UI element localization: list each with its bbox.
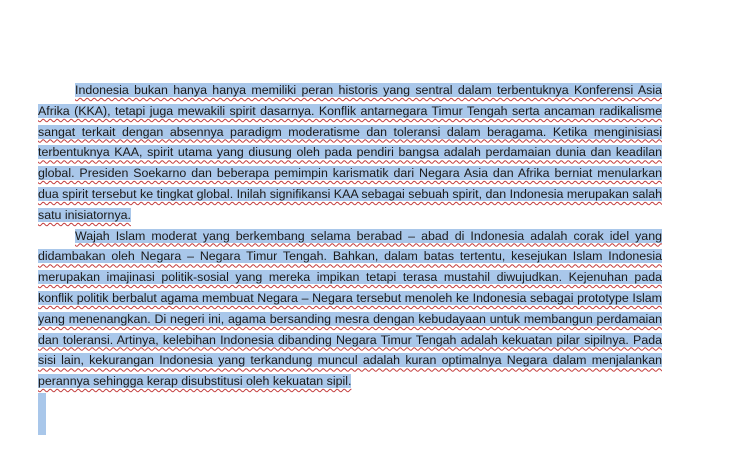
- document-body[interactable]: [38, 80, 662, 435]
- empty-paragraph-selection[interactable]: [38, 393, 46, 435]
- paragraph-1-text[interactable]: Indonesia bukan hanya hanya memiliki peran historis yang sentral dalam terbentuknya Konferensi Asia Afrika (KKA), tetapi juga mewakili spirit dasarnya. Konflik antarnegara Timur Tengah serta ancaman radikalisme sangat terkait dengan absennya paradigm moderatisme dan toleransi dalam beragama. Ketika menginisiasi terbentuknya KAA, spirit utama yang diusung oleh pada pendiri bangsa adalah perdamaian dunia dan keadilan global. Presiden Soekarno dan beberapa pemimpin karismatik dari Negara Asia dan Afrika berniat menularkan dua spirit tersebut ke tingkat global. Inilah signifikansi KAA sebagai sebuah spirit, dan Indonesia merupakan salah satu inisiatornya.: [38, 83, 662, 222]
- paragraph-2-text[interactable]: Wajah Islam moderat yang berkembang selama berabad – abad di Indonesia adalah corak idel yang didambakan oleh Negara – Negara Timur Tengah. Bahkan, dalam batas tertentu, kesejukan Islam Indonesia merupakan imajinasi politik-sosial yang mereka impikan tetapi terasa mustahil diwujudkan. Kejenuhan pada konflik politik berbalut agama membuat Negara – Negara tersebut menoleh ke Indonesia sebagai prototype Islam yang menenangkan. Di negeri ini, agama bersanding mesra dengan kebudayaan untuk membangun perdamaian dan toleransi. Artinya, kelebihan Indonesia dibanding Negara Timur Tengah adalah kekuatan pilar sipilnya. Pada sisi lain, kekurangan Indonesia yang terkandung muncul adalah kuran optimalnya Negara dalam menjalankan perannya sehingga kerap disubstitusi oleh kekuatan sipil.: [38, 228, 662, 389]
- paragraph-2[interactable]: [38, 226, 662, 392]
- paragraph-1[interactable]: [38, 80, 662, 226]
